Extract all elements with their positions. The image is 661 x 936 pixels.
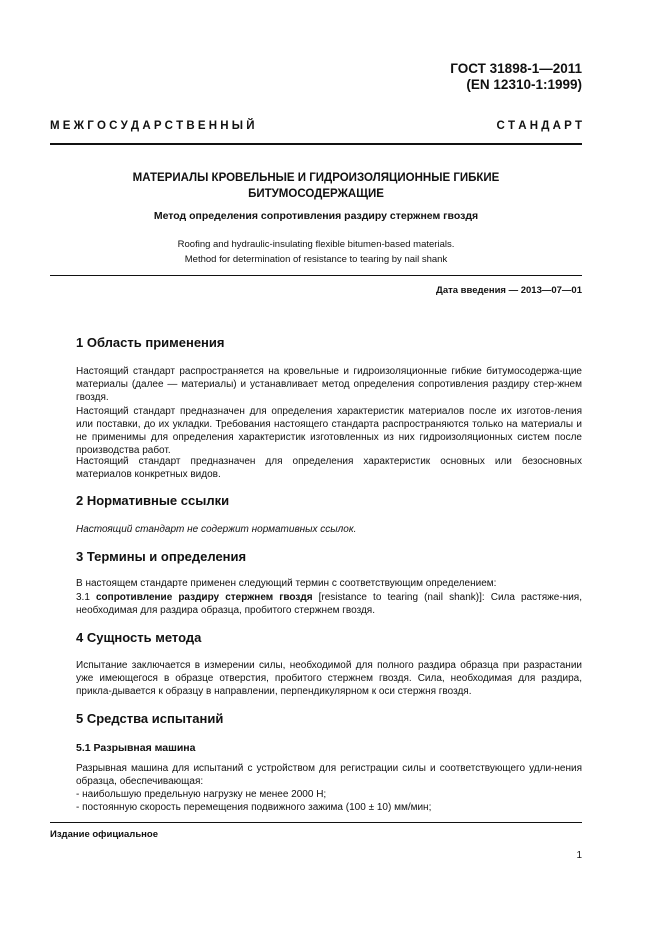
list-item-1: - наибольшую предельную нагрузку не менее 2000 Н; — [76, 789, 327, 800]
document-designation — [450, 61, 582, 93]
section-2-paragraph: Настоящий стандарт не содержит нормативных ссылок. — [76, 524, 357, 535]
section-2-heading: 2 Нормативные ссылки — [76, 493, 230, 508]
list-item-2: - постоянную скорость перемещения подвижного зажима (100 ± 10) мм/мин; — [76, 802, 432, 813]
section-3-heading: 3 Термины и определения — [76, 549, 247, 564]
section-1-heading: 1 Область применения — [76, 335, 225, 350]
banner-left: М Е Ж Г О С У Д А Р С Т В Е Н Н Ы Й — [50, 120, 255, 132]
section-5-paragraph: Разрывная машина для испытаний с устройством для регистрации силы и соответствующего удли-нения образца, обеспечивающая: — [76, 763, 582, 787]
term-number: 3.1 — [76, 592, 90, 603]
gost-number: ГОСТ 31898-1—2011 — [450, 61, 582, 76]
english-title-line-2: Method for determination of resistance to tearing by nail shank — [184, 254, 448, 265]
document-title — [50, 170, 582, 202]
title-line-2: БИТУМОСОДЕРЖАЩИЕ — [248, 188, 384, 200]
term-name: сопротивление раздиру стержнем гвоздя — [95, 592, 313, 603]
section-1-paragraph-1 — [76, 365, 582, 404]
footer-divider — [50, 822, 582, 823]
banner-right: С Т А Н Д А Р Т — [496, 120, 582, 132]
english-title-line-1: Roofing and hydraulic-insulating flexible bitumen-based materials. — [177, 239, 455, 250]
page-number: 1 — [576, 850, 582, 861]
header-divider — [50, 143, 582, 145]
section-4-heading: 4 Сущность метода — [76, 630, 202, 645]
section-1-paragraph-3 — [76, 455, 582, 481]
document-subtitle: Метод определения сопротивления раздиру стержнем гвоздя — [153, 210, 479, 222]
subsection-5-1-heading: 5.1 Разрывная машина — [76, 742, 196, 754]
section-3-paragraph: В настоящем стандарте применен следующий термин с соответствующим определением: — [76, 578, 497, 589]
title-divider — [50, 275, 582, 276]
standard-banner — [50, 120, 582, 132]
en-number: (EN 12310-1:1999) — [466, 77, 582, 92]
english-title — [50, 237, 582, 267]
section-4-paragraph: Испытание заключается в измерении силы, необходимой для полного раздира образца при разрастании уже имеющегося в образце отверстия, пробитого стержнем гвоздя. Сила, необходимая для раздира, прикла-дывается к образцу в направлении, перпендикулярном к оси стержня гвоздя. — [76, 660, 582, 697]
title-line-1: МАТЕРИАЛЫ КРОВЕЛЬНЫЕ И ГИДРОИЗОЛЯЦИОННЫЕ ГИБКИЕ — [132, 172, 500, 184]
section-1-paragraph-3-text: Настоящий стандарт предназначен для определения характеристик основных или безосновных материалов конкретных видов. — [76, 456, 582, 480]
term-definition — [76, 591, 582, 617]
section-1-paragraph-2-text: Настоящий стандарт предназначен для определения характеристик материалов после их изготов-ления или поставки, до их укладки. Требования настоящего стандарта распространяются только на материалы и не применимы для определения характеристик изготовленных из них гидроизоляционных систем после производства работ. — [76, 406, 582, 456]
edition-note: Издание официальное — [50, 829, 158, 840]
section-5-heading: 5 Средства испытаний — [76, 711, 224, 726]
section-1-paragraph-1-text: Настоящий стандарт распространяется на кровельные и гидроизоляционные гибкие битумосодержа-щие материалы (далее — материалы) и устанавливает метод определения сопротивления раздиру стер-жнем гвоздя. — [76, 366, 582, 403]
term-definition-text: [resistance to tearing (nail shank)]: Сила растяже-ния, необходимая для раздира образца, пробитого стержнем гвоздя. — [76, 592, 582, 616]
section-1-paragraph-2 — [76, 405, 582, 457]
effective-date: Дата введения — 2013—07—01 — [436, 285, 582, 296]
